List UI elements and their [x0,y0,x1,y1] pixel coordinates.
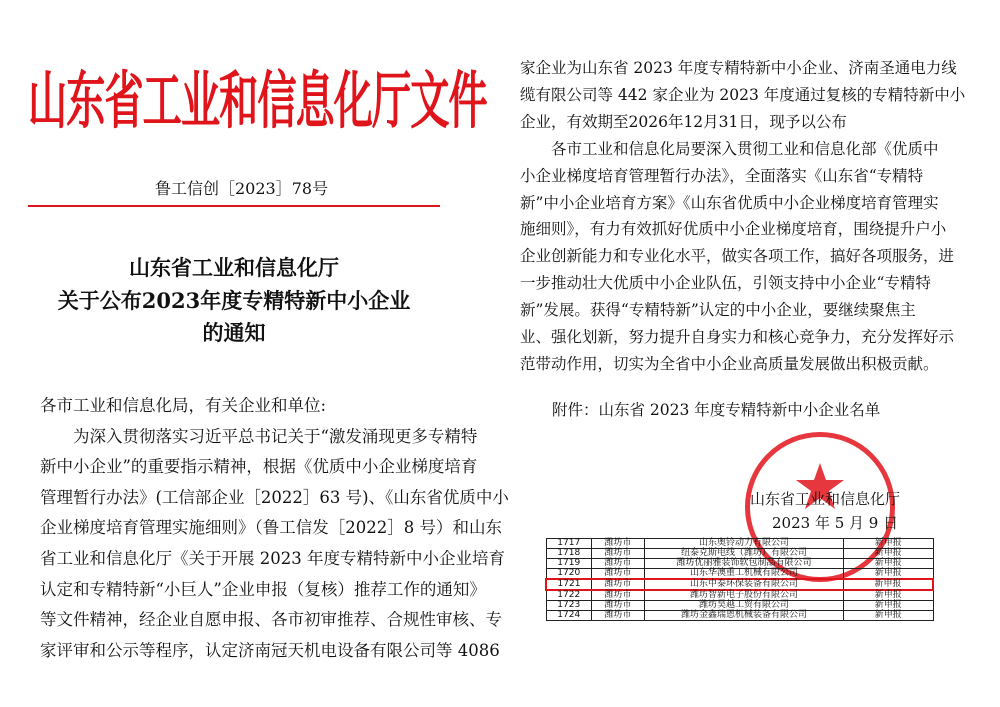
table-row [546,601,933,611]
table-row [546,590,933,601]
company-name: 纽泰克斯电线（潍坊）有限公司 [645,549,844,559]
row-number: 1720 [546,569,592,580]
text-line: 企业，有效期至2026年12月31日，现予以公布 [520,112,847,131]
text-line: 等文件精神，经企业自愿申报、各市初审推荐、合规性审核、专 [40,610,502,630]
status: 新申报 [844,549,934,559]
text-line: 施细则》，有力有效抓好优质中小企业梯度培育，围绕提升户小 [520,220,947,239]
row-number: 1724 [546,611,592,621]
company-name: 山东中泰环保装备有限公司 [645,579,844,590]
document-number: 鲁工信创［2023］78号 [155,179,329,198]
text-line: 企业梯度培育管理实施细则》（鲁工信发［2022］8 号）和山东 [40,518,502,538]
status: 新申报 [844,579,934,590]
company-name: 山东华澳重工机械有限公司 [645,569,844,580]
title-line-3: 的通知 [202,320,266,345]
table-row [546,549,933,559]
text-line: 省工业和信息化厅《关于开展 2023 年度专精特新中小企业培育 [40,549,505,568]
city: 潍坊市 [592,559,645,569]
red-divider [28,205,440,207]
company-name: 山东奥铃动力有限公司 [645,539,844,549]
text-line: 各市工业和信息化局要深入贯彻工业和信息化部《优质中 [520,139,939,158]
text-line: 各市工业和信息化局，有关企业和单位: [40,396,327,415]
status: 新申报 [844,559,934,569]
text-line: 范带动作用，切实为全省中小企业高质量发展做出积极贡献。 [520,354,939,373]
company-name: 潍坊智新电子股份有限公司 [645,590,844,601]
status: 新申报 [844,590,934,601]
city: 潍坊市 [592,579,645,590]
city: 潍坊市 [592,539,645,549]
text-line: 为深入贯彻落实习近平总书记关于“激发涌现更多专精特 [40,426,478,446]
company-name: 潍坊金鑫瑞恩机械装备有限公司 [645,611,844,621]
text-line: 新中小企业”的重要指示精神，根据《优质中小企业梯度培育 [40,457,478,477]
table-row [546,611,933,621]
status: 新申报 [844,611,934,621]
text-line: 认定和专精特新“小巨人”企业申报（复核）推荐工作的通知》 [40,579,486,599]
city: 潍坊市 [592,569,645,580]
title-line-2: 关于公布2023年度专精特新中小企业 [57,288,411,313]
text-line: 缆有限公司等 442 家企业为 2023 年度通过复核的专精特新中小 [520,85,966,104]
row-number: 1718 [546,549,592,559]
company-name: 潍坊昊越工贸有限公司 [645,601,844,611]
row-number: 1719 [546,559,592,569]
text-line: 家企业为山东省 2023 年度专精特新中小企业、济南圣通电力线 [520,59,957,77]
row-number: 1723 [546,601,592,611]
table-row [546,579,933,590]
city: 潍坊市 [592,549,645,559]
red-header-title: 山东省工业和信息化厅文件 [28,65,487,138]
company-list-table [545,538,934,621]
text-line: 家评审和公示等程序，认定济南冠天机电设备有限公司等 4086 [40,640,500,660]
signature-date: 2023 年 5 月 9 日 [772,514,899,532]
status: 新申报 [844,569,934,580]
attachment-line: 附件：山东省 2023 年度专精特新中小企业名单 [552,401,881,419]
row-number: 1722 [546,590,592,601]
text-line: 业、强化划新，努力提升自身实力和核心竞争力，充分发挥好示 [520,328,955,346]
status: 新申报 [844,601,934,611]
text-line: 管理暂行办法》(工信部企业［2022］63 号)、《山东省优质中小 [40,487,509,507]
table-row [546,569,933,580]
city: 潍坊市 [592,601,645,611]
table-row [546,559,933,569]
company-name: 潍坊优丽雅装饰软包制品有限公司 [645,559,844,569]
city: 潍坊市 [592,590,645,601]
text-line: 小企业梯度培育管理暂行办法》，全面落实《山东省“专精特 [520,166,924,185]
table-row [546,539,933,549]
signature-org: 山东省工业和信息化厅 [750,490,901,508]
text-line: 新”中小企业培育方案》《山东省优质中小企业梯度培育管理实 [520,193,939,212]
row-number: 1717 [546,539,592,549]
text-line: 新”发展。获得“专精特新”认定的中小企业，要继续聚焦主 [520,301,916,320]
city: 潍坊市 [592,611,645,621]
row-number: 1721 [546,579,592,590]
text-line: 一步推动壮大优质中小企业队伍，引领支持中小企业“专精特 [520,274,931,293]
text-line: 企业创新能力和专业化水平，做实各项工作，搞好各项服务，进 [520,247,955,266]
status: 新申报 [844,539,934,549]
title-line-1: 山东省工业和信息化厅 [129,255,339,280]
